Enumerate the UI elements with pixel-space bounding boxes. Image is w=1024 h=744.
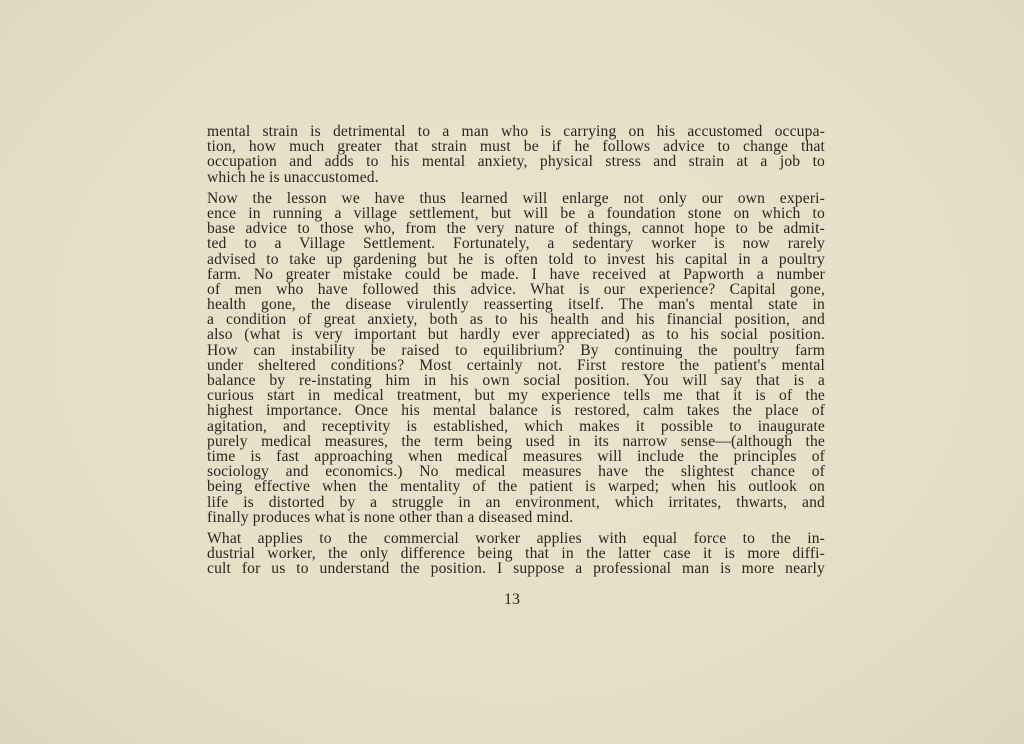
text-line: finally produces what is none other than a diseased mind. <box>207 508 574 526</box>
text-line: cult for us to understand the position. I suppose a professional man is more nearly <box>207 560 825 578</box>
text-line: also (what is very important but hardly ever appreciated) as to his social position. <box>207 326 825 344</box>
text-line: ted to a Village Settlement. Fortunately, a sedentary worker is now rarely <box>207 235 825 253</box>
text-line: balance by re-instating him in his own social position. You will say that is a <box>207 372 825 389</box>
text-line: purely medical measures, the term being used in its narrow sense—(although the <box>207 432 825 450</box>
text-line: base advice to those who, from the very nature of things, cannot hope to be admit- <box>207 220 825 238</box>
text-line: tion, how much greater that strain must be if he follows advice to change that <box>207 138 825 156</box>
body-text <box>207 124 825 582</box>
text-line: highest importance. Once his mental balance is restored, calm takes the place of <box>207 402 825 420</box>
text-line: a condition of great anxiety, both as to his health and his financial position, and <box>207 311 825 329</box>
text-line: life is distorted by a struggle in an environment, which irritates, thwarts, and <box>207 493 825 511</box>
text-line: agitation, and receptivity is established, which makes it possible to inaugurate <box>207 417 825 435</box>
text-line: of men who have followed this advice. What is our experience? Capital gone, <box>207 280 825 298</box>
text-line: What applies to the commercial worker applies with equal force to the in- <box>207 529 825 547</box>
text-line: being effective when the mentality of the patient is warped; when his outlook on <box>207 478 825 496</box>
text-line: Now the lesson we have thus learned will enlarge not only our own experi- <box>207 189 825 207</box>
text-line: How can instability be raised to equilibrium? By continuing the poultry farm <box>207 341 825 359</box>
text-line: which he is unaccustomed. <box>207 168 379 186</box>
paragraph-1 <box>207 124 825 185</box>
text-line: time is fast approaching when medical measures will include the principles of <box>207 447 825 465</box>
text-line: sociology and economics.) No medical measures have the slightest chance of <box>207 463 825 481</box>
text-line: curious start in medical treatment, but my experience tells me that it is of the <box>207 387 825 405</box>
text-line: farm. No greater mistake could be made. I have received at Papworth a number <box>207 265 825 283</box>
text-line: health gone, the disease virulently reasserting itself. The man's mental state in <box>207 296 825 314</box>
text-line: advised to take up gardening but he is often told to invest his capital in a poultry <box>207 250 825 268</box>
paragraph-2 <box>207 191 825 525</box>
paragraph-3 <box>207 531 825 577</box>
text-line: under sheltered conditions? Most certainly not. First restore the patient's mental <box>207 356 825 374</box>
text-line: occupation and adds to his mental anxiety, physical stress and strain at a job to <box>207 153 825 171</box>
text-line: ence in running a village settlement, but will be a foundation stone on which to <box>207 204 825 222</box>
text-line: mental strain is detrimental to a man who is carrying on his accustomed occupa- <box>207 123 825 140</box>
page-number: 13 <box>504 591 520 608</box>
text-line: dustrial worker, the only difference being that in the latter case it is more diffi- <box>207 545 825 563</box>
